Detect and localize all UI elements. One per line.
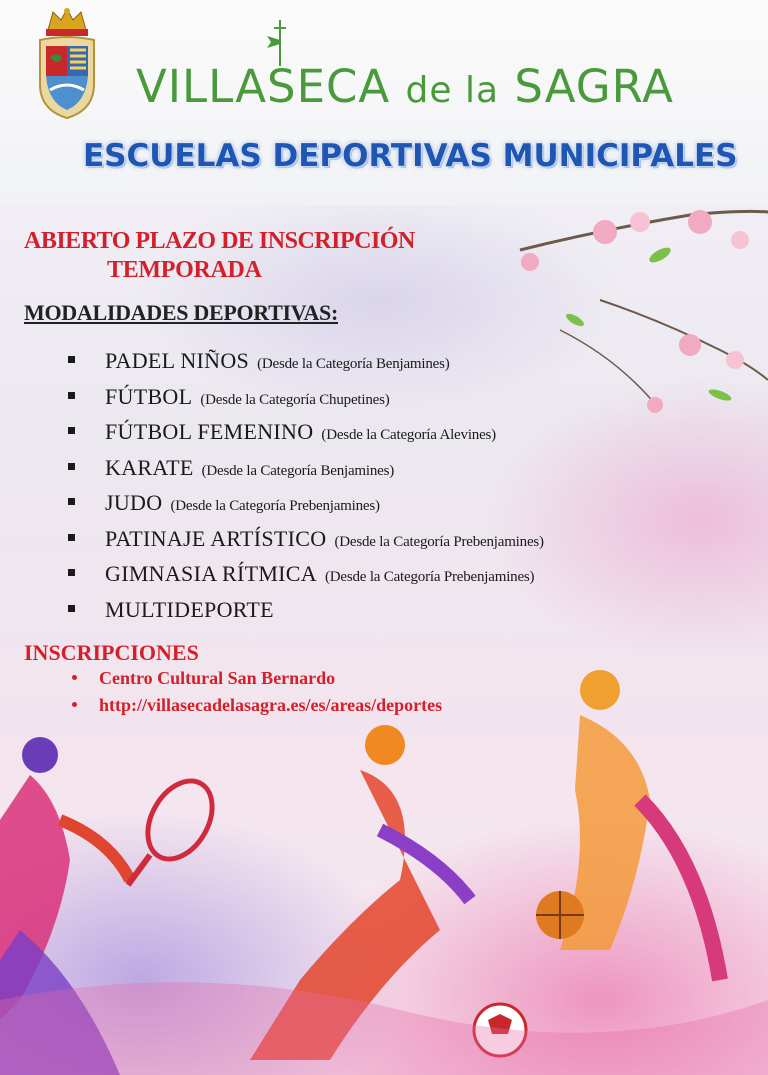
sport-item bbox=[68, 419, 544, 455]
bullet-dot-icon bbox=[72, 702, 77, 707]
blossom-branch-icon bbox=[520, 210, 768, 413]
bullet-square-icon bbox=[68, 498, 75, 505]
registration-place bbox=[72, 668, 442, 695]
bullet-square-icon bbox=[68, 569, 75, 576]
sports-list bbox=[68, 348, 544, 632]
bullet-square-icon bbox=[68, 356, 75, 363]
bullet-square-icon bbox=[68, 427, 75, 434]
registration-place-text: Centro Cultural San Bernardo bbox=[99, 668, 336, 688]
sport-item bbox=[68, 384, 544, 420]
town-name bbox=[136, 60, 674, 113]
sport-category: (Desde la Categoría Chupetines) bbox=[200, 391, 390, 408]
sport-item bbox=[68, 561, 544, 597]
town-name-end: SAGRA bbox=[514, 60, 674, 113]
bullet-square-icon bbox=[68, 605, 75, 612]
sport-item bbox=[68, 455, 544, 491]
sport-item bbox=[68, 490, 544, 526]
basketball-player-icon bbox=[536, 670, 720, 980]
bullet-square-icon bbox=[68, 534, 75, 541]
sport-category: (Desde la Categoría Benjamines) bbox=[257, 356, 450, 372]
sport-category: (Desde la Categoría Prebenjamines) bbox=[170, 498, 380, 514]
bullet-square-icon bbox=[68, 463, 75, 470]
sport-name: PADEL NIÑOS bbox=[105, 348, 250, 373]
sport-name: KARATE bbox=[105, 454, 194, 480]
sport-item bbox=[68, 526, 544, 562]
tennis-player-icon bbox=[0, 737, 225, 1075]
sport-category: (Desde la Categoría Alevines) bbox=[321, 427, 496, 443]
municipal-crest-icon bbox=[34, 6, 100, 124]
sport-category: (Desde la Categoría Prebenjamines) bbox=[334, 533, 544, 550]
registration-list bbox=[72, 668, 442, 722]
page-subtitle: ESCUELAS DEPORTIVAS MUNICIPALES bbox=[83, 138, 738, 174]
town-name-main: VILLASECA bbox=[136, 60, 391, 113]
sport-category: (Desde la Categoría Prebenjamines) bbox=[324, 569, 535, 585]
announcement-line-1: ABIERTO PLAZO DE INSCRIPCIÓN bbox=[24, 228, 415, 254]
sport-name: GIMNASIA RÍTMICA bbox=[105, 561, 317, 586]
registration-link[interactable] bbox=[72, 695, 442, 722]
bullet-dot-icon bbox=[72, 675, 77, 680]
sport-item bbox=[68, 597, 544, 633]
sport-name: JUDO bbox=[105, 490, 163, 515]
sport-name: FÚTBOL bbox=[105, 383, 193, 409]
sport-name: FÚTBOL FEMENINO bbox=[105, 419, 314, 444]
sport-name: MULTIDEPORTE bbox=[105, 596, 274, 622]
registration-url[interactable]: http://villasecadelasagra.es/es/areas/deportes bbox=[99, 695, 443, 715]
announcement-line-2: TEMPORADA bbox=[107, 257, 262, 283]
sport-name: PATINAJE ARTÍSTICO bbox=[105, 525, 327, 551]
registration-heading: INSCRIPCIONES bbox=[24, 640, 199, 665]
footballer-icon bbox=[250, 725, 526, 1060]
sport-item bbox=[68, 348, 544, 384]
bullet-square-icon bbox=[68, 392, 75, 399]
town-name-small: de la bbox=[405, 70, 500, 111]
modalities-heading: MODALIDADES DEPORTIVAS: bbox=[24, 300, 339, 325]
sport-category: (Desde la Categoría Benjamines) bbox=[201, 462, 395, 479]
